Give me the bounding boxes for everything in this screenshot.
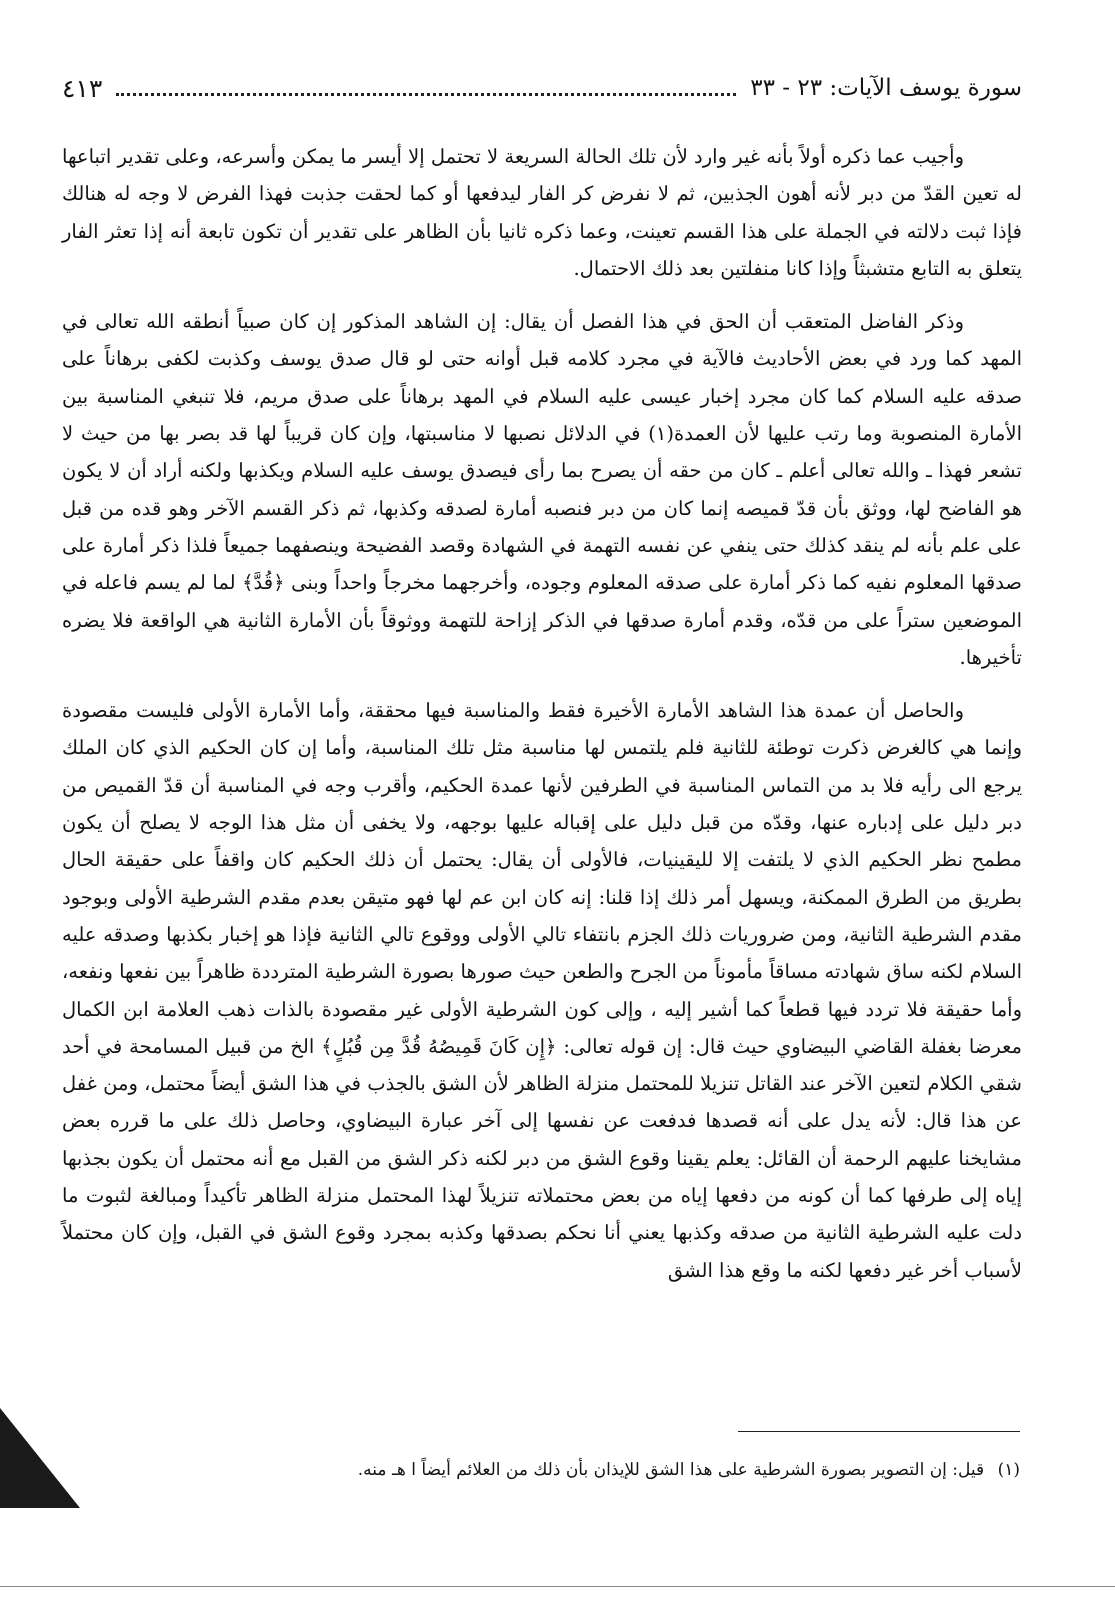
paragraph-1: وأجيب عما ذكره أولاً بأنه غير وارد لأن تلك الحالة السريعة لا تحتمل إلا أيسر ما يمكن وأسرعه، وعلى تقدير اتباعها له تعين القدّ من دبر لأنه أهون الجذبين، ثم لا نفرض كر الفار ليدفعها أو كما لحقت جذبت فهذا الفرض لا وجه له هنالك فإذا ثبت دلالته في الجملة على هذا القسم تعينت، وعما ذكره ثانيا بأن الظاهر على تقدير أن تكون تابعة أنه إذا تعثر الفار يتعلق به التابع متشبثاً وإذا كانا منفلتين بعد ذلك الاحتمال.: [62, 145, 1022, 280]
scan-corner-shadow: [0, 1408, 80, 1508]
paragraph-3: والحاصل أن عمدة هذا الشاهد الأمارة الأخيرة فقط والمناسبة فيها محققة، وأما الأمارة الأولى فليست مقصودة وإنما هي كالغرض ذكرت توطئة للثانية فلم يلتمس لها مناسبة مثل تلك المناسبة، وأما إن كان الحكيم الذي كان الملك يرجع الى رأيه فلا بد من التماس المناسبة في الطرفين لأنها عمدة الحكيم، وأقرب وجه في المناسبة أن قدّ القميص من دبر دليل على إدباره عنها، وقدّه من قبل دليل على إقباله عليها بوجهه، ولا يخفى أن مثل هذا الوجه لا يصلح أن يكون مطمح نظر الحكيم الذي لا يلتفت إلا لليقينيات، فالأولى أن يقال: يحتمل أن ذلك الحكيم كان واقفاً على حقيقة الحال بطريق من الطرق الممكنة، ويسهل أمر ذلك إذا قلنا: إنه كان ابن عم لها فهو متيقن بعدم مقدم الشرطية الأولى وبوجود مقدم الشرطية الثانية، ومن ضروريات ذلك الجزم بانتفاء تالي الأولى ووقوع تالي الثانية فإذا هو إخبار بكذبها وصدقه عليه السلام لكنه ساق شهادته مساقاً مأموناً من الجرح والطعن حيث صورها بصورة الشرطية المترددة ظاهراً بين نفعها ونفعه، وأما حقيقة فلا تردد فيها قطعاً كما أشير إليه ، وإلى كون الشرطية الأولى غير مقصودة بالذات ذهب العلامة ابن الكمال معرضا بغفلة القاضي البيضاوي حيث قال: إن قوله تعالى: ﴿إِن كَانَ قَمِيصُهُ قُدَّ مِن قُبُلٍ﴾ الخ من قبيل المسامحة في أحد شقي الكلام لتعين الآخر عند القاتل تنزيلا للمحتمل منزلة الظاهر لأن الشق بالجذب في هذا الشق أيضاً محتمل، ومن غفل عن هذا قال: لأنه يدل على أنه قصدها فدفعت عن نفسها إلى آخر عبارة البيضاوي، وحاصل ذلك على ما قرره بعض مشايخنا عليهم الرحمة أن القائل: يعلم يقينا وقوع الشق من دبر لكنه ذكر الشق من القبل مع أنه محتمل أن يكون بجذبها إياه إلى طرفها كما أن كونه من دفعها إياه من بعض محتملاته تنزيلاً لهذا المحتمل منزلة الظاهر تأكيداً ومبالغة لثبوت ما دلت عليه الشرطية الثانية من صدقه وكذبها يعني أنا نحكم بصدقها وكذبه بمجرد وقوع الشق في القبل، وإن كان محتملاً لأسباب أخر غير دفعها لكنه ما وقع هذا الشق: [62, 699, 1022, 1282]
footnote: [240, 1455, 1020, 1485]
scan-bottom-edge: [0, 1586, 1115, 1587]
surah-title: سورة يوسف الآيات: ٢٣ - ٣٣: [750, 75, 1022, 101]
running-header: [62, 66, 1022, 110]
page-number: ٤١٣: [62, 73, 103, 103]
footnote-separator: [738, 1431, 1020, 1432]
footnote-text: قيل: إن التصوير بصورة الشرطية على هذا الشق للإيذان بأن ذلك من العلائم أيضاً ا هـ منه.: [357, 1460, 985, 1480]
main-text: [62, 138, 1022, 1289]
leader-dots: [116, 81, 736, 96]
paragraph-2: وذكر الفاضل المتعقب أن الحق في هذا الفصل أن يقال: إن الشاهد المذكور إن كان صبياً أنطقه الله تعالى في المهد كما ورد في بعض الأحاديث فالآية في مجرد كلامه قبل أوانه حتى لو قال صدق يوسف وكذبت لكفى برهاناً على صدقه عليه السلام كما كان مجرد إخبار عيسى عليه السلام في المهد برهاناً على صدق مريم، فلا تنبغي المناسبة بين الأمارة المنصوبة وما رتب عليها لأن العمدة(١) في الدلائل نصبها لا مناسبتها، وإن كان قريباً لها قد بصر بها من حيث لا تشعر فهذا ـ والله تعالى أعلم ـ كان من حقه أن يصرح بما رأى فيصدق يوسف عليه السلام ويكذبها ولكنه أراد أن لا يكون هو الفاضح لها، ووثق بأن قدّ قميصه إنما كان من دبر فنصبه أمارة لصدقه وكذبها، ثم ذكر القسم الآخر وهو قده من قبل على علم بأنه لم ينقد كذلك حتى ينفي عن نفسه التهمة في الشهادة وقصد الفضيحة وينصفهما جميعاً فلذا ذكر أمارة على صدقها المعلوم نفيه كما ذكر أمارة على صدقه المعلوم وجوده، وأخرجهما مخرجاً واحداً وبنى ﴿قُدَّ﴾ لما لم يسم فاعله في الموضعين ستراً على من قدّه، وقدم أمارة صدقها في الذكر إزاحة للتهمة ووثوقاً بأن الأمارة الثانية هي الواقعة فلا يضره تأخيرها.: [62, 310, 1023, 669]
footnote-number: (١): [997, 1460, 1020, 1480]
